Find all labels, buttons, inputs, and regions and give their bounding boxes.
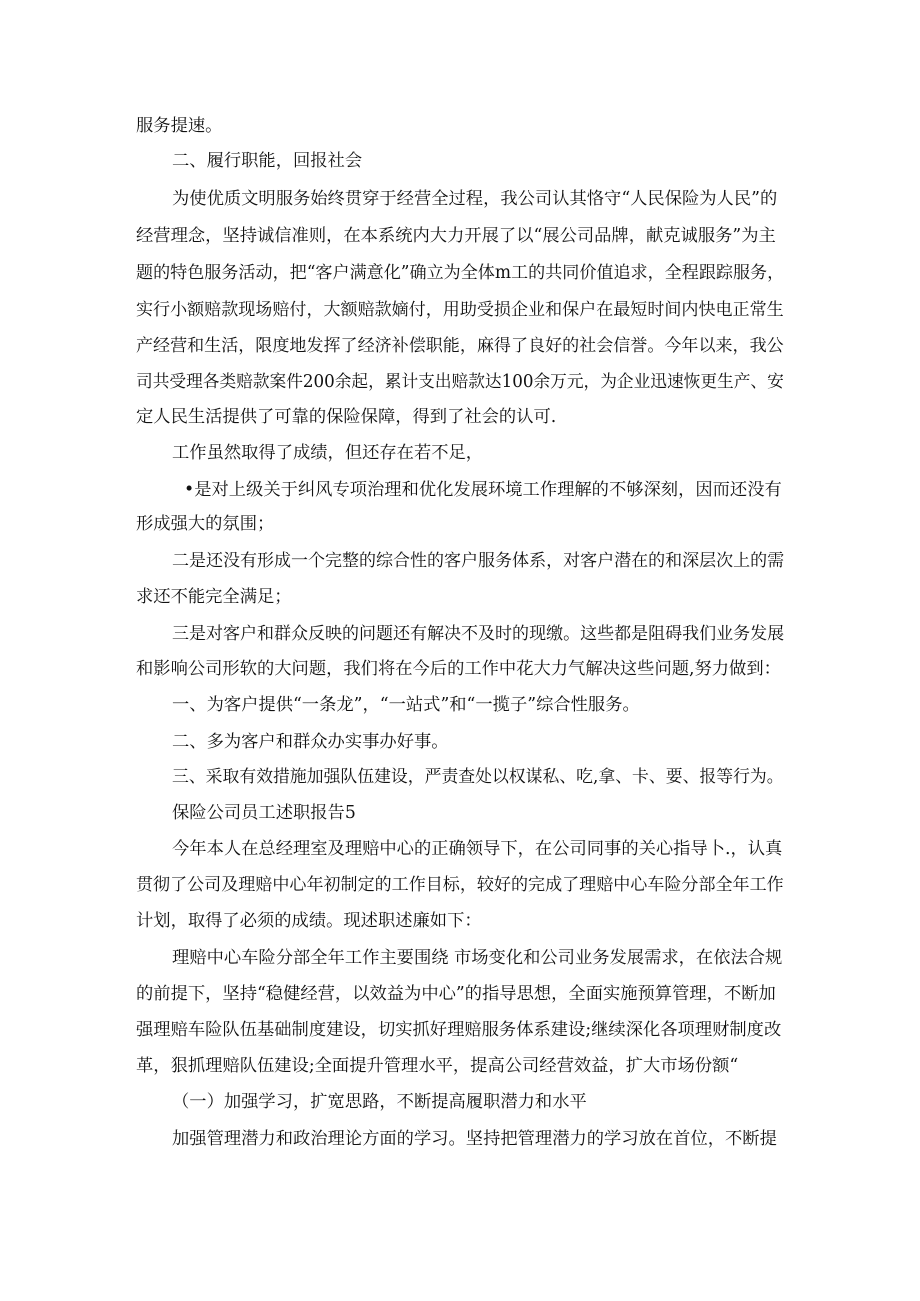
list-item: 三、采取有效措施加强队伍建设，严责查处以权谋私、吃,拿、卡、要、报等行为。 (172, 767, 784, 787)
section-heading: 二、履行职能，回报社会 (172, 151, 363, 171)
subsection-heading: （一）加强学习，扩宽思路，不断提高履职潜力和水平 (172, 1092, 587, 1112)
paragraph-line: 加强管理潜力和政治理论方面的学习。坚持把管理潜力的学习放在首位，不断提 (172, 1129, 777, 1149)
list-item: 二、多为客户和群众办实事办好事。 (172, 732, 449, 752)
paragraph-line: 求还不能完全满足； (136, 587, 292, 607)
paragraph-line: 计划，取得了必须的成绩。现述职述廉如下： (136, 911, 482, 931)
paragraph-line: 贯彻了公司及理赔中心年初制定的工作目标，较好的完成了理赔中心车险分部全年工作 (136, 875, 784, 895)
report-title: 保险公司员工述职报告5 (172, 803, 356, 823)
paragraph-line: 题的特色服务活动，把“客户满意化”确立为全体m工的共同价值追求，全程跟踪服务， (136, 263, 785, 283)
paragraph-line: 实行小额赔款现场赔付，大额赔款嫡付，用助受损企业和保户在最短时间内快电正常生 (136, 300, 784, 320)
paragraph-line: 强理赔车险队伍基础制度建设，切实抓好理赔服务体系建设;继续深化各项理财制度改 (136, 1020, 782, 1040)
bullet-line: •是对上级关于纠风专项治理和优化发展环境工作理解的不够深刻，因而还没有 (184, 480, 782, 500)
paragraph-line: 革，狠抓理赔队伍建设;全面提升管理水平，提高公司经营效益，扩大市场份额“ (136, 1056, 739, 1076)
paragraph-line: 二是还没有形成一个完整的综合性的客户服务体系，对客户潜在的和深层次上的需 (172, 551, 785, 571)
paragraph-line: 三是对客户和群众反映的问题还有解决不及时的现缴。这些都是阻碍我们业务发展 (172, 624, 785, 644)
paragraph-line: 工作虽然取得了成绩，但还存在若不足， (172, 443, 484, 463)
paragraph-line: 形成强大的氛围； (136, 514, 275, 534)
paragraph-line: 理赔中心车险分部全年工作主要围绕 市场变化和公司业务发展需求，在依法合规 (172, 948, 783, 968)
paragraph-line: 今年本人在总经理室及理赔中心的正确领导下，在公司同事的关心指导卜.，认真 (172, 839, 783, 859)
paragraph-line: 服务提速。 (136, 116, 223, 136)
paragraph-line: 的前提下，坚持“稳健经营，以效益为中心”的指导思想，全面实施预算管理，不断加 (136, 984, 776, 1004)
paragraph-line: 产经营和生活，限度地发挥了经济补偿职能，麻得了良好的社会信誉。今年以来，我公 (136, 336, 784, 356)
paragraph-line: 定人民生活提供了可靠的保险保障，得到了社会的认可. (136, 407, 557, 427)
paragraph-line: 和影响公司形软的大问题，我们将在今后的工作中花大力气解决这些问题,努力做到： (136, 659, 781, 679)
list-item: 一、为客户提供“一条龙”，“一站式”和“一揽子”综合性服务。 (172, 695, 640, 715)
paragraph-line: 经营理念，坚持诚信准则，在本系统内大力开展了以“展公司品牌，献克诚服务”为主 (136, 226, 776, 246)
paragraph-line: 司共受理各类赔款案件200余起，累计支出赔款达100余万元，为企业迅速恢更生产、安 (136, 372, 784, 392)
paragraph-line: 为使优质文明服务始终贯穿于经营全过程，我公司认其恪守“人民保险为人民”的 (172, 189, 778, 209)
